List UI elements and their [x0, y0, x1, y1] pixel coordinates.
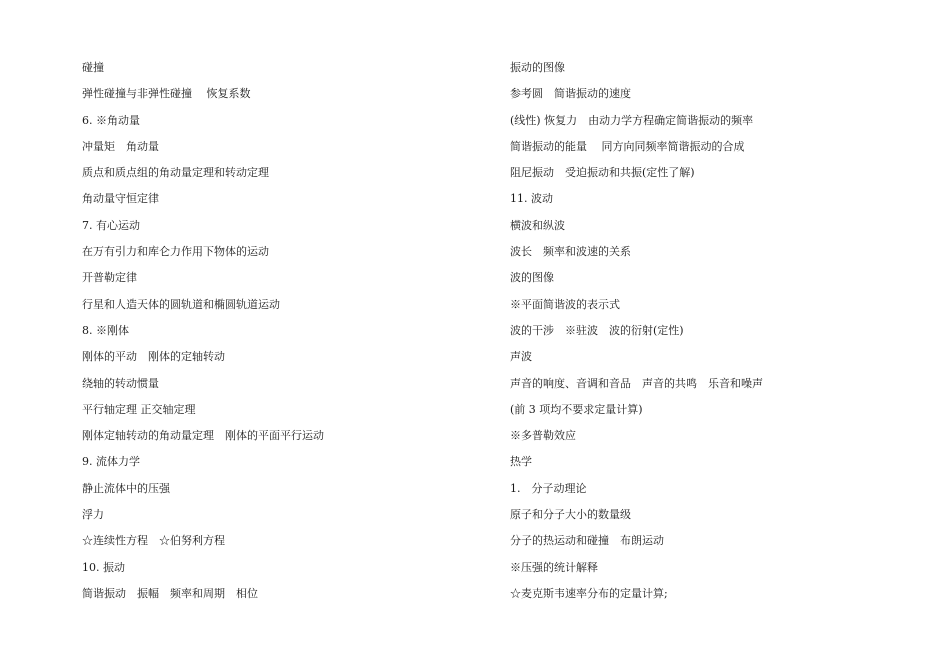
- text-line: 简谐振动的能量 同方向同频率简谐振动的合成: [510, 139, 745, 153]
- text-line: 静止流体中的压强: [82, 481, 170, 495]
- text-line: ※多普勒效应: [510, 429, 576, 443]
- text-line: 波长 频率和波速的关系: [510, 245, 631, 259]
- section-heading: 6. ※角动量: [82, 113, 140, 127]
- text-line: ※平面简谐波的表示式: [510, 297, 620, 311]
- text-line: 声波: [510, 350, 532, 364]
- text-line: 刚体的平动 刚体的定轴转动: [82, 350, 225, 364]
- text-line: ☆连续性方程 ☆伯努利方程: [82, 534, 225, 548]
- text-line: 振动的图像: [510, 61, 565, 74]
- text-line: 刚体定轴转动的角动量定理 刚体的平面平行运动: [82, 429, 324, 443]
- text-line: ☆麦克斯韦速率分布的定量计算;: [510, 586, 668, 600]
- text-line: (线性) 恢复力 由动力学方程确定简谐振动的频率: [510, 113, 754, 127]
- left-column: [82, 55, 482, 607]
- section-heading: 7. 有心运动: [82, 218, 140, 232]
- text-line: 在万有引力和库仑力作用下物体的运动: [82, 245, 269, 259]
- text-line: ※压强的统计解释: [510, 560, 598, 574]
- section-heading: 11. 波动: [510, 192, 553, 206]
- text-line: 原子和分子大小的数量级: [510, 508, 631, 522]
- text-line: 质点和质点组的角动量定理和转动定理: [82, 166, 269, 180]
- text-line: 波的图像: [510, 271, 554, 285]
- section-heading: 10. 振动: [82, 560, 125, 574]
- right-column: [510, 55, 930, 607]
- text-line: 冲量矩 角动量: [82, 139, 159, 153]
- text-line: 阻尼振动 受迫振动和共振(定性了解): [510, 166, 695, 180]
- text-line: 声音的响度、音调和音品 声音的共鸣 乐音和噪声: [510, 376, 763, 390]
- text-line: 简谐振动 振幅 频率和周期 相位: [82, 586, 258, 600]
- text-line: 波的干涉 ※驻波 波的衍射(定性): [510, 323, 684, 337]
- text-line: 绕轴的转动惯量: [82, 376, 159, 390]
- text-line: 平行轴定理 正交轴定理: [82, 402, 196, 416]
- section-heading: 8. ※刚体: [82, 323, 129, 337]
- section-heading: 热学: [510, 455, 532, 469]
- text-line: 弹性碰撞与非弹性碰撞 恢复系数: [82, 87, 251, 101]
- text-line: (前 3 项均不要求定量计算): [510, 402, 643, 416]
- text-line: 参考圆 简谐振动的速度: [510, 87, 631, 101]
- text-line: 浮力: [82, 508, 104, 522]
- text-line: 行星和人造天体的圆轨道和椭圆轨道运动: [82, 297, 280, 311]
- text-line: 角动量守恒定律: [82, 192, 159, 206]
- text-line: 碰撞: [82, 61, 104, 74]
- text-line: 开普勒定律: [82, 271, 137, 285]
- section-heading: 1. 分子动理论: [510, 481, 587, 495]
- section-heading: 9. 流体力学: [82, 455, 140, 469]
- text-line: 横波和纵波: [510, 218, 565, 232]
- text-line: 分子的热运动和碰撞 布朗运动: [510, 534, 664, 548]
